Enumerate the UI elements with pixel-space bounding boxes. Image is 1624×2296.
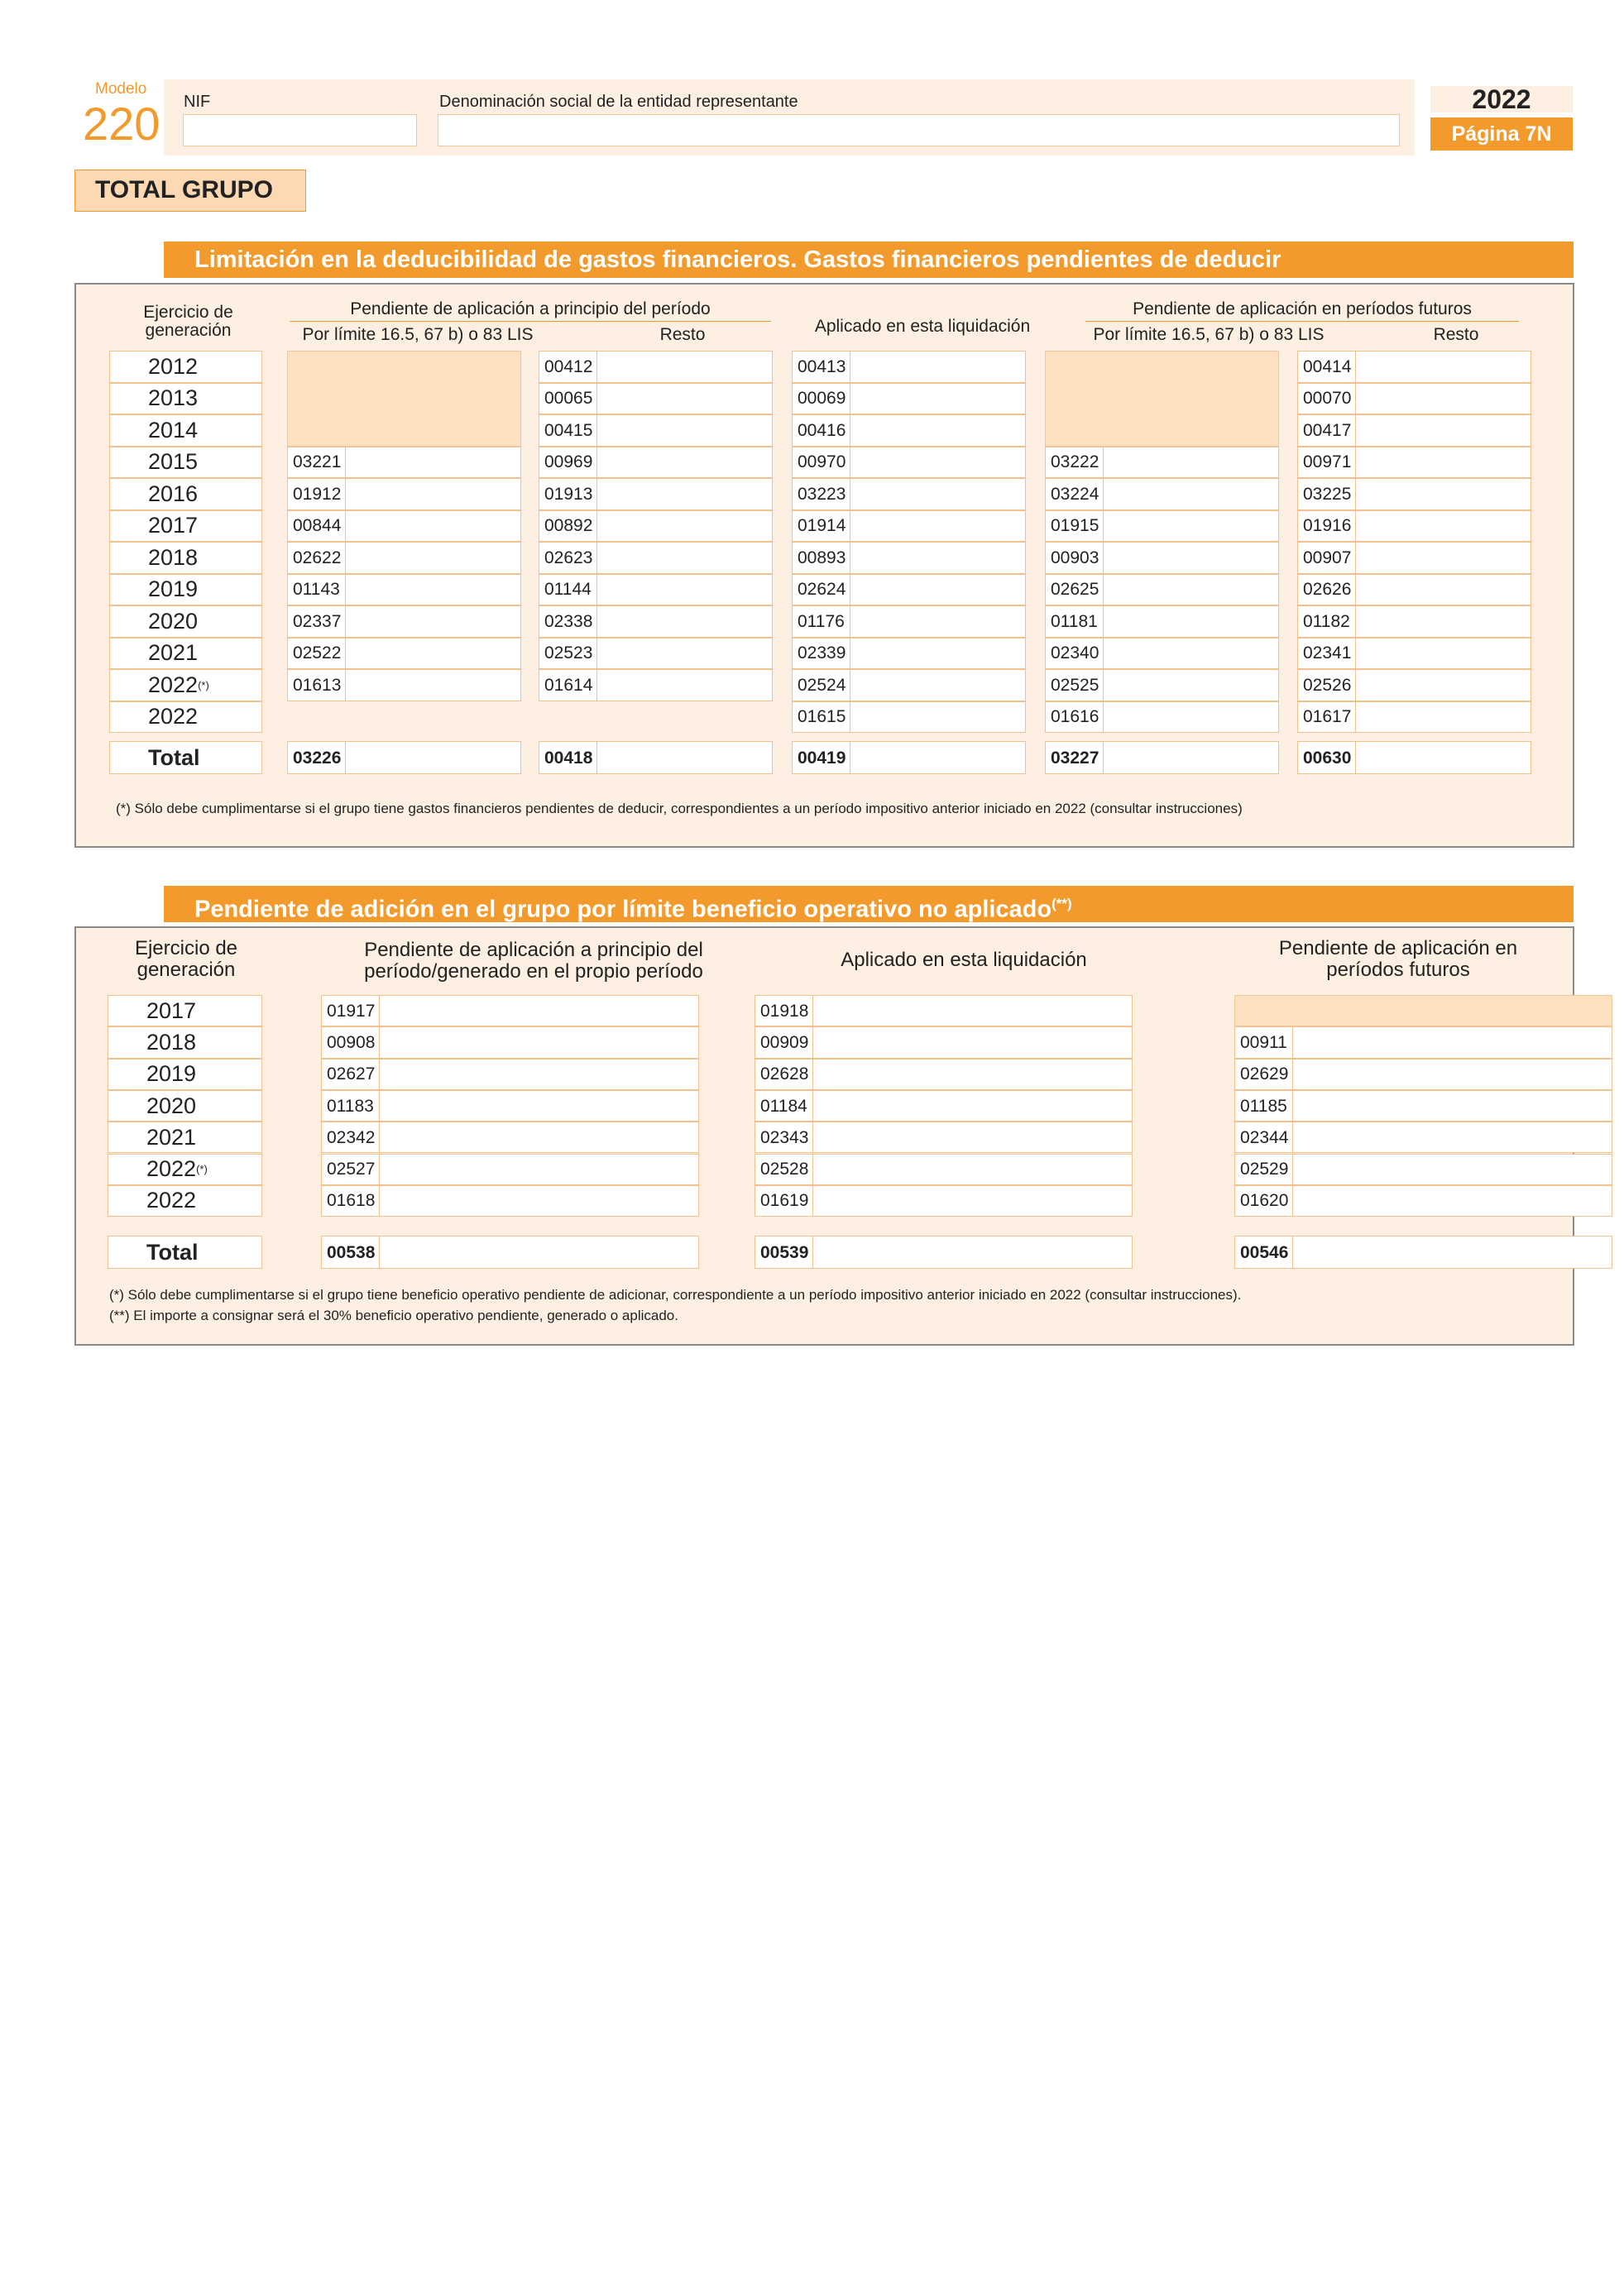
box-code: 00908: [322, 1027, 380, 1057]
box-code: 02344: [1235, 1122, 1293, 1152]
s2-col-c-header: Pendiente de aplicación en períodos futuros: [1278, 937, 1518, 981]
amount-field[interactable]: [1297, 638, 1531, 670]
box-code: 02343: [755, 1122, 813, 1152]
box-code: 02528: [755, 1155, 813, 1184]
s2-note2: (**) El importe a consignar será el 30% beneficio operativo pendiente, generado o aplicado.: [109, 1308, 678, 1323]
year-cell: 2020: [109, 605, 262, 638]
box-code: 01912: [288, 479, 346, 509]
year-cell: 2022: [109, 701, 262, 734]
s1-col-b-header: Aplicado en esta liquidación: [814, 317, 1031, 336]
box-code: 01914: [793, 511, 850, 542]
s2-col-year-header: Ejercicio de generación: [134, 937, 238, 981]
year-cell: 2021: [108, 1122, 262, 1153]
box-code: 01615: [793, 702, 850, 733]
total-amount-field[interactable]: [1045, 741, 1279, 774]
box-code: 01613: [288, 670, 346, 701]
amount-field[interactable]: [321, 1122, 699, 1153]
amount-field[interactable]: [1234, 1154, 1612, 1185]
amount-field[interactable]: [1297, 510, 1531, 543]
total-amount-field[interactable]: [792, 741, 1026, 774]
box-code: 02529: [1235, 1155, 1293, 1184]
s1-group-a-underline: [290, 321, 771, 322]
year-cell: 2017: [108, 995, 262, 1026]
box-code: 01917: [322, 996, 380, 1026]
s1-col-a2-header: Resto: [659, 325, 706, 344]
amount-field[interactable]: [287, 638, 521, 670]
box-code: 02626: [1298, 575, 1356, 605]
box-code: 01182: [1298, 606, 1356, 637]
box-code: 01916: [1298, 511, 1356, 542]
box-code: 00911: [1235, 1027, 1293, 1057]
amount-field[interactable]: [792, 383, 1026, 415]
box-code: 02342: [322, 1122, 380, 1152]
amount-field[interactable]: [287, 478, 521, 510]
box-code: 03226: [288, 742, 346, 773]
s1-col-year-header: Ejercicio de generación: [143, 303, 233, 340]
year-cell: 2022: [108, 1185, 262, 1217]
box-code: 02337: [288, 606, 346, 637]
amount-field[interactable]: [1234, 1026, 1612, 1058]
amount-field[interactable]: [1297, 383, 1531, 415]
amount-field[interactable]: [755, 1059, 1133, 1090]
year-cell: 2013: [109, 383, 262, 415]
s1-group-c-underline: [1085, 321, 1519, 322]
box-code: 01619: [755, 1186, 813, 1216]
total-amount-field[interactable]: [1297, 741, 1531, 774]
year-cell: 2020: [108, 1090, 262, 1122]
amount-field[interactable]: [1045, 605, 1279, 638]
amount-field[interactable]: [1297, 701, 1531, 734]
box-code: 02339: [793, 639, 850, 669]
total-label: Total: [109, 741, 262, 774]
amount-field[interactable]: [792, 701, 1026, 734]
s2-col-a-header: Pendiente de aplicación a principio del período/generado en el propio período: [364, 939, 703, 983]
year-cell: 2014: [109, 414, 262, 447]
amount-field[interactable]: [539, 414, 773, 447]
amount-field[interactable]: [539, 542, 773, 574]
amount-field[interactable]: [287, 447, 521, 479]
amount-field[interactable]: [321, 1059, 699, 1090]
s1-col-group-a-header: Pendiente de aplicación a principio del período: [350, 299, 711, 318]
amount-field[interactable]: [792, 542, 1026, 574]
box-code: 01181: [1046, 606, 1104, 637]
amount-field[interactable]: [1045, 510, 1279, 543]
box-code: 02625: [1046, 575, 1104, 605]
box-code: 02628: [755, 1060, 813, 1089]
box-code: 01618: [322, 1186, 380, 1216]
section1-title: Limitación en la deducibilidad de gastos financieros. Gastos financieros pendientes de deducir: [164, 242, 1574, 278]
box-code: 00414: [1298, 352, 1356, 382]
amount-field[interactable]: [755, 1090, 1133, 1122]
amount-field[interactable]: [1234, 1059, 1612, 1090]
s2-note1: (*) Sólo debe cumplimentarse si el grupo tiene beneficio operativo pendiente de adicionar, correspondiente a un período impositivo anterior iniciado en 2022 (consultar instrucciones).: [109, 1287, 1242, 1303]
amount-field[interactable]: [539, 447, 773, 479]
section2-title: Pendiente de adición en el grupo por límite beneficio operativo no aplicado(**): [164, 886, 1574, 922]
amount-field[interactable]: [792, 478, 1026, 510]
s1-shaded-c1: [1045, 351, 1279, 447]
amount-field[interactable]: [1297, 478, 1531, 510]
amount-field[interactable]: [321, 1090, 699, 1122]
amount-field[interactable]: [287, 574, 521, 606]
amount-field[interactable]: [1045, 542, 1279, 574]
s1-col-c1-header: Por límite 16.5, 67 b) o 83 LIS: [1093, 325, 1325, 344]
year-cell: 2021: [109, 638, 262, 670]
box-code: 02523: [539, 639, 597, 669]
total-label: Total: [108, 1236, 262, 1269]
box-code: 01620: [1235, 1186, 1293, 1216]
amount-field[interactable]: [755, 1026, 1133, 1058]
amount-field[interactable]: [321, 1185, 699, 1217]
s1-col-group-c-header: Pendiente de aplicación en períodos futuros: [1133, 299, 1472, 318]
amount-field[interactable]: [1045, 447, 1279, 479]
box-code: 02522: [288, 639, 346, 669]
amount-field[interactable]: [1234, 1122, 1612, 1153]
amount-field[interactable]: [1297, 447, 1531, 479]
box-code: 02526: [1298, 670, 1356, 701]
box-code: 01143: [288, 575, 346, 605]
year-cell: 2016: [109, 478, 262, 510]
nif-field[interactable]: [183, 114, 417, 146]
box-code: 00069: [793, 384, 850, 414]
amount-field[interactable]: [1297, 574, 1531, 606]
amount-field[interactable]: [1297, 669, 1531, 701]
nif-label: NIF: [184, 93, 211, 111]
total-amount-field[interactable]: [755, 1236, 1133, 1269]
amount-field[interactable]: [539, 605, 773, 638]
box-code: 00907: [1298, 543, 1356, 573]
box-code: 00969: [539, 447, 597, 478]
denominacion-field[interactable]: [438, 114, 1400, 146]
box-code: 00909: [755, 1027, 813, 1057]
box-code: 00070: [1298, 384, 1356, 414]
amount-field[interactable]: [287, 669, 521, 701]
amount-field[interactable]: [1234, 1090, 1612, 1122]
total-amount-field[interactable]: [539, 741, 773, 774]
year-cell: 2019: [109, 574, 262, 606]
box-code: 00416: [793, 415, 850, 446]
amount-field[interactable]: [287, 542, 521, 574]
year-cell: 2022 (*): [109, 669, 262, 701]
amount-field[interactable]: [287, 605, 521, 638]
amount-field[interactable]: [321, 1026, 699, 1058]
box-code: 02525: [1046, 670, 1104, 701]
modelo-number: 220: [83, 98, 160, 150]
box-code: 02627: [322, 1060, 380, 1089]
s1-note: (*) Sólo debe cumplimentarse si el grupo tiene gastos financieros pendientes de deducir, correspondientes a un período impositivo anterior iniciado en 2022 (consultar instrucciones): [116, 801, 1243, 816]
box-code: 01915: [1046, 511, 1104, 542]
total-grupo-badge: TOTAL GRUPO: [74, 170, 306, 212]
box-code: 01614: [539, 670, 597, 701]
box-code: 00412: [539, 352, 597, 382]
amount-field[interactable]: [539, 510, 773, 543]
amount-field[interactable]: [1297, 414, 1531, 447]
box-code: 01617: [1298, 702, 1356, 733]
box-code: 03227: [1046, 742, 1104, 773]
box-code: 03221: [288, 447, 346, 478]
box-code: 00539: [755, 1236, 813, 1268]
box-code: 00419: [793, 742, 850, 773]
amount-field[interactable]: [792, 669, 1026, 701]
box-code: 00844: [288, 511, 346, 542]
amount-field[interactable]: [1297, 351, 1531, 383]
box-code: 01176: [793, 606, 850, 637]
s1-col-c2-header: Resto: [1433, 325, 1479, 344]
amount-field[interactable]: [539, 669, 773, 701]
denominacion-label: Denominación social de la entidad representante: [439, 93, 798, 111]
amount-field[interactable]: [792, 605, 1026, 638]
year-badge: 2022: [1430, 86, 1573, 112]
box-code: 00970: [793, 447, 850, 478]
box-code: 00971: [1298, 447, 1356, 478]
box-code: 03224: [1046, 479, 1104, 509]
box-code: 02624: [793, 575, 850, 605]
year-cell: 2018: [108, 1026, 262, 1058]
amount-field[interactable]: [792, 447, 1026, 479]
amount-field[interactable]: [1234, 1185, 1612, 1217]
box-code: 01913: [539, 479, 597, 509]
amount-field[interactable]: [1297, 542, 1531, 574]
page-badge: Página 7N: [1430, 117, 1573, 151]
box-code: 00538: [322, 1236, 380, 1268]
year-cell: 2022 (*): [108, 1154, 262, 1185]
amount-field[interactable]: [755, 1122, 1133, 1153]
amount-field[interactable]: [792, 638, 1026, 670]
box-code: 01144: [539, 575, 597, 605]
amount-field[interactable]: [792, 574, 1026, 606]
s1-col-a1-header: Por límite 16.5, 67 b) o 83 LIS: [302, 325, 534, 344]
modelo-label: Modelo: [95, 80, 147, 98]
year-cell: 2018: [109, 542, 262, 574]
amount-field[interactable]: [539, 478, 773, 510]
amount-field[interactable]: [539, 383, 773, 415]
box-code: 03223: [793, 479, 850, 509]
total-amount-field[interactable]: [1234, 1236, 1612, 1269]
total-amount-field[interactable]: [287, 741, 521, 774]
box-code: 03225: [1298, 479, 1356, 509]
box-code: 03222: [1046, 447, 1104, 478]
amount-field[interactable]: [1045, 478, 1279, 510]
amount-field[interactable]: [755, 1185, 1133, 1217]
s2-col-b-header: Aplicado en esta liquidación: [841, 949, 1087, 971]
amount-field[interactable]: [321, 995, 699, 1026]
amount-field[interactable]: [1045, 574, 1279, 606]
amount-field[interactable]: [1045, 701, 1279, 734]
year-cell: 2019: [108, 1059, 262, 1090]
box-code: 02527: [322, 1155, 380, 1184]
box-code: 00413: [793, 352, 850, 382]
box-code: 00417: [1298, 415, 1356, 446]
box-code: 00893: [793, 543, 850, 573]
box-code: 02623: [539, 543, 597, 573]
amount-field[interactable]: [1045, 638, 1279, 670]
box-code: 02338: [539, 606, 597, 637]
box-code: 02524: [793, 670, 850, 701]
s2-shaded-c: [1234, 995, 1612, 1026]
year-cell: 2012: [109, 351, 262, 383]
box-code: 01183: [322, 1091, 380, 1121]
amount-field[interactable]: [1045, 669, 1279, 701]
amount-field[interactable]: [539, 638, 773, 670]
box-code: 01184: [755, 1091, 813, 1121]
box-code: 00892: [539, 511, 597, 542]
box-code: 02340: [1046, 639, 1104, 669]
amount-field[interactable]: [792, 414, 1026, 447]
amount-field[interactable]: [755, 1154, 1133, 1185]
box-code: 00418: [539, 742, 597, 773]
total-amount-field[interactable]: [321, 1236, 699, 1269]
amount-field[interactable]: [287, 510, 521, 543]
box-code: 00903: [1046, 543, 1104, 573]
amount-field[interactable]: [539, 351, 773, 383]
year-cell: 2015: [109, 447, 262, 479]
box-code: 00415: [539, 415, 597, 446]
box-code: 01918: [755, 996, 813, 1026]
s1-shaded-a1: [287, 351, 521, 447]
amount-field[interactable]: [1297, 605, 1531, 638]
box-code: 00065: [539, 384, 597, 414]
amount-field[interactable]: [539, 574, 773, 606]
box-code: 00546: [1235, 1236, 1293, 1268]
box-code: 02622: [288, 543, 346, 573]
year-cell: 2017: [109, 510, 262, 543]
amount-field[interactable]: [321, 1154, 699, 1185]
box-code: 01616: [1046, 702, 1104, 733]
box-code: 02341: [1298, 639, 1356, 669]
box-code: 02629: [1235, 1060, 1293, 1089]
amount-field[interactable]: [755, 995, 1133, 1026]
amount-field[interactable]: [792, 510, 1026, 543]
box-code: 01185: [1235, 1091, 1293, 1121]
amount-field[interactable]: [792, 351, 1026, 383]
box-code: 00630: [1298, 742, 1356, 773]
